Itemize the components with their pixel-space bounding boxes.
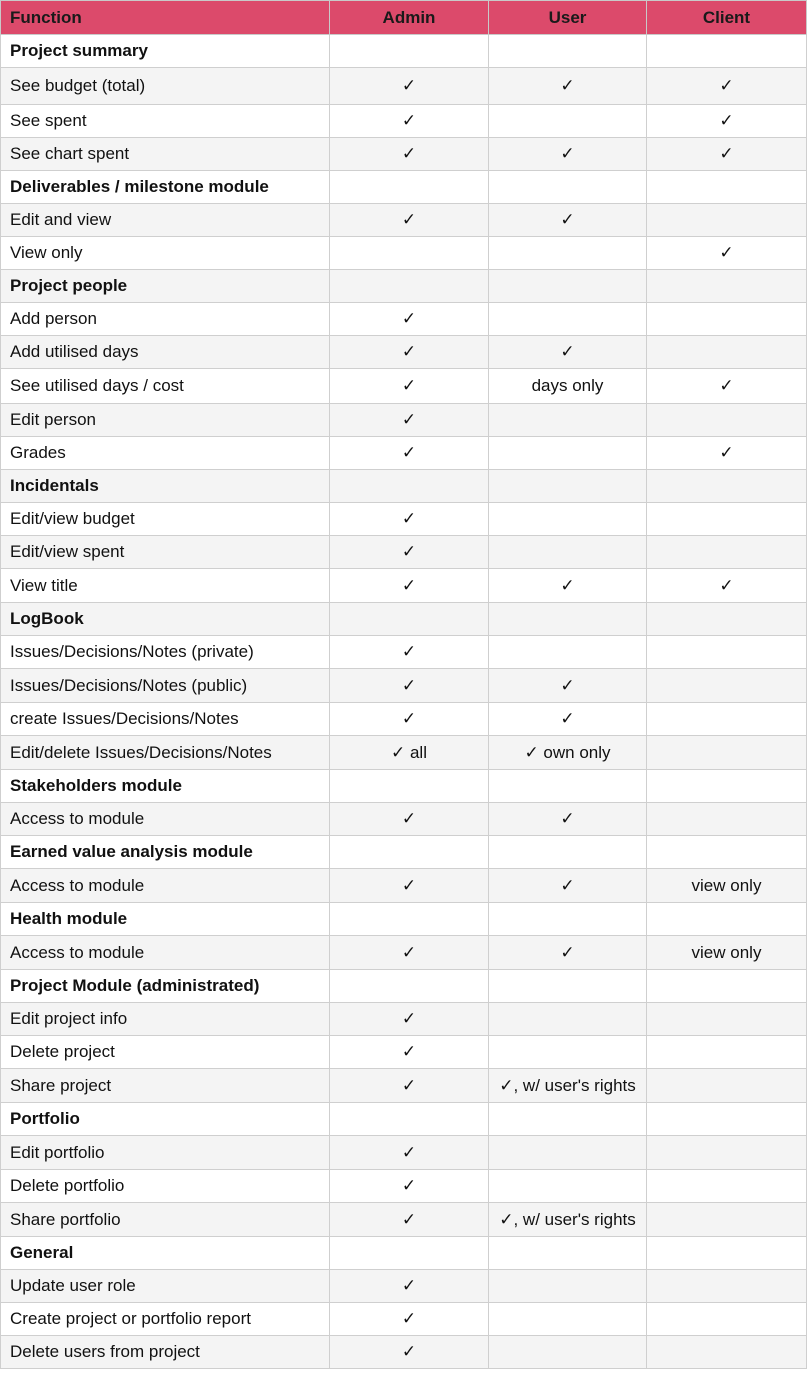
column-header-admin: Admin [330,1,489,35]
cell-user: ✓ [489,703,647,736]
cell-admin: ✓ [330,1303,489,1336]
cell-client [647,1003,807,1036]
table-row [1,703,807,736]
cell-user: ✓ [489,869,647,903]
cell-admin: ✓ [330,68,489,105]
cell-admin: ✓ [330,669,489,703]
cell-client [647,636,807,669]
table-row [1,536,807,569]
table-row [1,105,807,138]
section-row [1,35,807,68]
cell-client: ✓ [647,437,807,470]
cell-admin: ✓ [330,138,489,171]
table-header [1,1,807,35]
cell-function: Add person [1,303,330,336]
cell-function: Issues/Decisions/Notes (public) [1,669,330,703]
cell-user [489,35,647,68]
cell-client: view only [647,869,807,903]
cell-client [647,803,807,836]
cell-function: See utilised days / cost [1,369,330,404]
table-row [1,669,807,703]
section-title: Deliverables / milestone module [1,171,330,204]
cell-function: Edit/view spent [1,536,330,569]
cell-user: ✓ [489,336,647,369]
cell-user: days only [489,369,647,404]
cell-function: Share project [1,1069,330,1103]
table-row [1,1136,807,1170]
cell-user [489,836,647,869]
cell-client: ✓ [647,105,807,138]
section-title: Portfolio [1,1103,330,1136]
cell-admin [330,903,489,936]
section-title: Project Module (administrated) [1,970,330,1003]
cell-function: Edit/view budget [1,503,330,536]
section-row [1,836,807,869]
section-row [1,270,807,303]
cell-admin: ✓ [330,369,489,404]
cell-client: ✓ [647,569,807,603]
cell-admin [330,1103,489,1136]
table-row [1,503,807,536]
section-row [1,171,807,204]
cell-client [647,303,807,336]
cell-admin: ✓ [330,1203,489,1237]
section-row [1,470,807,503]
cell-client [647,1103,807,1136]
cell-client: ✓ [647,68,807,105]
cell-user: ✓, w/ user's rights [489,1069,647,1103]
column-header-user: User [489,1,647,35]
cell-admin: ✓ all [330,736,489,770]
cell-function: View title [1,569,330,603]
table-row [1,1170,807,1203]
cell-admin [330,270,489,303]
cell-user [489,903,647,936]
cell-user [489,105,647,138]
cell-client [647,1336,807,1369]
cell-user [489,636,647,669]
column-header-client: Client [647,1,807,35]
cell-admin: ✓ [330,569,489,603]
cell-admin [330,603,489,636]
table-row [1,68,807,105]
cell-user [489,470,647,503]
table-row [1,138,807,171]
cell-function: Edit and view [1,204,330,237]
cell-user: ✓ [489,936,647,970]
table-row [1,936,807,970]
cell-function: Delete users from project [1,1336,330,1369]
cell-admin: ✓ [330,1036,489,1069]
cell-admin [330,970,489,1003]
cell-client [647,336,807,369]
cell-admin: ✓ [330,869,489,903]
section-title: General [1,1237,330,1270]
cell-user [489,1036,647,1069]
section-row [1,970,807,1003]
cell-user [489,1003,647,1036]
cell-admin: ✓ [330,404,489,437]
table-row [1,303,807,336]
cell-client: ✓ [647,369,807,404]
cell-client [647,1136,807,1170]
cell-client: view only [647,936,807,970]
cell-function: Issues/Decisions/Notes (private) [1,636,330,669]
cell-client [647,970,807,1003]
cell-admin: ✓ [330,1270,489,1303]
table-row [1,803,807,836]
cell-function: Delete project [1,1036,330,1069]
table-row [1,636,807,669]
cell-client [647,669,807,703]
table-row [1,1036,807,1069]
cell-user [489,503,647,536]
section-row [1,603,807,636]
cell-admin [330,770,489,803]
cell-user [489,603,647,636]
cell-function: create Issues/Decisions/Notes [1,703,330,736]
section-title: Earned value analysis module [1,836,330,869]
cell-user [489,1136,647,1170]
cell-client [647,603,807,636]
cell-client [647,1303,807,1336]
cell-client [647,1237,807,1270]
cell-user [489,237,647,270]
table-row [1,869,807,903]
cell-user: ✓ [489,669,647,703]
table-row [1,1270,807,1303]
cell-admin: ✓ [330,1003,489,1036]
cell-admin [330,836,489,869]
table-row [1,404,807,437]
cell-function: Access to module [1,803,330,836]
cell-user [489,171,647,204]
cell-function: Access to module [1,936,330,970]
section-title: Incidentals [1,470,330,503]
cell-user: ✓ [489,68,647,105]
cell-client: ✓ [647,138,807,171]
cell-client [647,903,807,936]
section-title: Project summary [1,35,330,68]
cell-admin: ✓ [330,936,489,970]
cell-admin: ✓ [330,204,489,237]
cell-admin [330,35,489,68]
column-header-function: Function [1,1,330,35]
table-row [1,736,807,770]
cell-function: Edit/delete Issues/Decisions/Notes [1,736,330,770]
cell-function: Add utilised days [1,336,330,369]
section-title: Health module [1,903,330,936]
table-row [1,1203,807,1237]
section-row [1,770,807,803]
cell-client [647,404,807,437]
cell-user: ✓ [489,569,647,603]
section-row [1,903,807,936]
cell-client [647,770,807,803]
cell-admin [330,237,489,270]
cell-admin: ✓ [330,503,489,536]
cell-user [489,970,647,1003]
cell-user [489,1270,647,1303]
cell-user [489,536,647,569]
cell-function: Share portfolio [1,1203,330,1237]
cell-user: ✓ [489,204,647,237]
cell-admin [330,470,489,503]
table-row [1,569,807,603]
table-row [1,1303,807,1336]
cell-admin: ✓ [330,105,489,138]
table-row [1,1069,807,1103]
cell-client [647,736,807,770]
table-row [1,369,807,404]
cell-function: See spent [1,105,330,138]
cell-admin: ✓ [330,536,489,569]
cell-admin: ✓ [330,437,489,470]
cell-user: ✓, w/ user's rights [489,1203,647,1237]
cell-admin: ✓ [330,636,489,669]
cell-client [647,536,807,569]
cell-function: See chart spent [1,138,330,171]
cell-user [489,1336,647,1369]
cell-client [647,703,807,736]
table-row [1,204,807,237]
cell-client: ✓ [647,237,807,270]
cell-admin: ✓ [330,703,489,736]
cell-admin: ✓ [330,803,489,836]
cell-user: ✓ [489,138,647,171]
cell-client [647,503,807,536]
cell-admin: ✓ [330,1170,489,1203]
cell-client [647,1270,807,1303]
cell-function: Edit person [1,404,330,437]
cell-function: See budget (total) [1,68,330,105]
cell-client [647,204,807,237]
table-row [1,1336,807,1369]
cell-function: Access to module [1,869,330,903]
cell-client [647,470,807,503]
section-title: Project people [1,270,330,303]
cell-user: ✓ own only [489,736,647,770]
cell-user [489,770,647,803]
cell-client [647,836,807,869]
cell-admin: ✓ [330,1336,489,1369]
cell-function: Edit project info [1,1003,330,1036]
cell-client [647,35,807,68]
cell-client [647,1203,807,1237]
cell-user [489,270,647,303]
section-title: LogBook [1,603,330,636]
cell-admin [330,1237,489,1270]
cell-client [647,171,807,204]
cell-function: Delete portfolio [1,1170,330,1203]
cell-admin: ✓ [330,1069,489,1103]
cell-client [647,270,807,303]
cell-function: View only [1,237,330,270]
cell-user: ✓ [489,803,647,836]
section-row [1,1103,807,1136]
table-body [1,35,807,1369]
cell-function: Grades [1,437,330,470]
cell-admin: ✓ [330,1136,489,1170]
cell-client [647,1036,807,1069]
cell-user [489,303,647,336]
cell-user [489,404,647,437]
cell-admin: ✓ [330,303,489,336]
cell-admin: ✓ [330,336,489,369]
cell-function: Create project or portfolio report [1,1303,330,1336]
cell-user [489,1303,647,1336]
cell-function: Update user role [1,1270,330,1303]
cell-admin [330,171,489,204]
cell-client [647,1170,807,1203]
table-row [1,336,807,369]
cell-client [647,1069,807,1103]
cell-user [489,1170,647,1203]
section-title: Stakeholders module [1,770,330,803]
header-row [1,1,807,35]
cell-user [489,1237,647,1270]
cell-user [489,1103,647,1136]
cell-user [489,437,647,470]
table-row [1,237,807,270]
cell-function: Edit portfolio [1,1136,330,1170]
section-row [1,1237,807,1270]
table-row [1,437,807,470]
table-row [1,1003,807,1036]
